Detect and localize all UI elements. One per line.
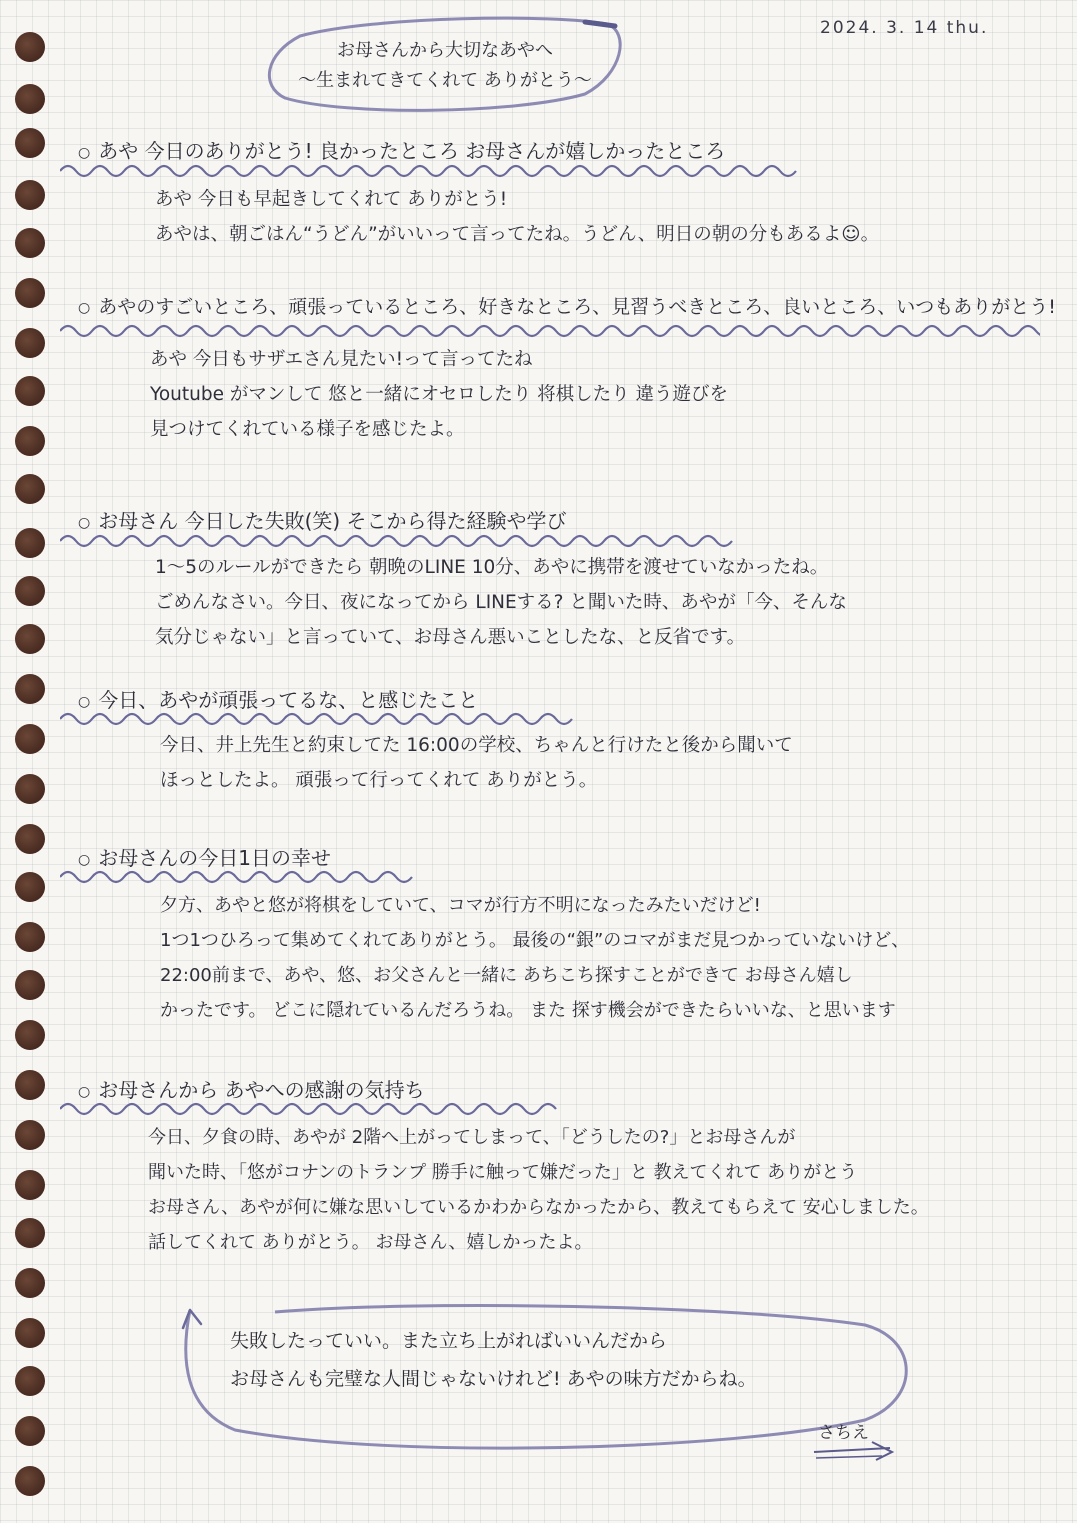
- bullet-dot: ○: [78, 299, 91, 316]
- closing-line-1: 失敗したっていい。また立ち上がればいいんだから: [230, 1330, 668, 1352]
- binder-hole: [15, 674, 45, 704]
- body-line: ほっとしたよ。 頑張って行ってくれて ありがとう。: [160, 770, 598, 791]
- section-heading-text: あや 今日のありがとう! 良かったところ お母さんが嬉しかったところ: [98, 139, 726, 163]
- body-line: Youtube がマンして 悠と一緒にオセロしたり 将棋したり 違う遊びを: [150, 384, 728, 405]
- binder-hole: [15, 1318, 45, 1348]
- body-line: 見つけてくれている様子を感じたよ。: [150, 419, 465, 440]
- closing-message: [230, 1322, 757, 1398]
- binder-hole: [15, 128, 45, 158]
- section-heading-text: お母さんの今日1日の幸せ: [98, 846, 331, 870]
- binder-hole: [15, 1218, 45, 1248]
- binder-hole: [15, 774, 45, 804]
- wavy-underline: [60, 318, 1040, 344]
- binder-hole: [15, 624, 45, 654]
- body-line: かったです。 どこに隠れているんだろうね。 また 探す機会ができたらいいな、と思います: [160, 1000, 896, 1021]
- body-line: 22:00前まで、あや、悠、お父さんと一緒に あちこち探すことができて お母さん嬉し: [160, 965, 853, 986]
- binder-hole: [15, 474, 45, 504]
- binder-hole: [15, 1120, 45, 1150]
- section-body: [155, 182, 879, 252]
- title-line-2: 〜生まれてきてくれて ありがとう〜: [298, 70, 592, 91]
- body-line: 聞いた時、「悠がコナンのトランプ 勝手に触って嫌だった」と 教えてくれて ありがとう: [148, 1162, 858, 1183]
- section-heading-text: お母さん 今日した失敗(笑) そこから得た経験や学び: [98, 509, 567, 533]
- title-oval: [255, 14, 625, 114]
- title-line-1: お母さんから大切なあやへ: [337, 40, 553, 61]
- body-line: 夕方、あやと悠が将棋をしていて、コマが行方不明になったみたいだけど!: [160, 895, 761, 916]
- note-date: 2024. 3. 14 thu.: [820, 18, 989, 38]
- body-line: 話してくれて ありがとう。 お母さん、嬉しかったよ。: [148, 1232, 593, 1253]
- section-heading: [78, 292, 1056, 319]
- binder-hole: [15, 1170, 45, 1200]
- body-line: あや 今日も早起きしてくれて ありがとう!: [155, 189, 508, 210]
- binder-hole: [15, 1020, 45, 1050]
- binder-hole: [15, 872, 45, 902]
- closing-oval: [175, 1300, 920, 1460]
- binder-holes: [15, 30, 51, 1510]
- binder-hole: [15, 970, 45, 1000]
- body-line: 1つ1つひろって集めてくれてありがとう。 最後の“銀”のコマがまだ見つかっていないけど、: [160, 930, 910, 951]
- binder-hole: [15, 1366, 45, 1396]
- binder-hole: [15, 528, 45, 558]
- body-line: あやは、朝ごはん“うどん”がいいって言ってたね。うどん、明日の朝の分もあるよ☺。: [155, 224, 880, 245]
- binder-hole: [15, 180, 45, 210]
- body-line: あや 今日もサザエさん見たい!って言ってたね: [150, 349, 533, 370]
- section-body: [150, 342, 728, 447]
- section-heading-text: お母さんから あやへの感謝の気持ち: [98, 1078, 425, 1102]
- binder-hole: [15, 328, 45, 358]
- signature-underline: [812, 1440, 902, 1464]
- bullet-dot: ○: [78, 144, 91, 161]
- binder-hole: [15, 228, 45, 258]
- binder-hole: [15, 922, 45, 952]
- binder-hole: [15, 724, 45, 754]
- bullet-dot: ○: [78, 514, 91, 531]
- binder-hole: [15, 376, 45, 406]
- binder-hole: [15, 84, 45, 114]
- signature: さちえ: [818, 1423, 869, 1443]
- binder-hole: [15, 1070, 45, 1100]
- bullet-dot: ○: [78, 851, 91, 868]
- wavy-underline: [60, 1096, 560, 1122]
- section-heading-text: あやのすごいところ、頑張っているところ、好きなところ、見習うべきところ、良いところ、いつもありがとう!: [98, 296, 1056, 318]
- section-body: [155, 550, 847, 655]
- body-line: 今日、井上先生と約束してた 16:00の学校、ちゃんと行けたと後から聞いて: [160, 735, 793, 756]
- section-body: [160, 728, 793, 798]
- binder-hole: [15, 824, 45, 854]
- wavy-underline: [60, 158, 800, 184]
- binder-hole: [15, 1416, 45, 1446]
- page-title: [285, 36, 605, 96]
- wavy-underline: [60, 864, 420, 890]
- bullet-dot: ○: [78, 693, 91, 710]
- binder-hole: [15, 576, 45, 606]
- body-line: 今日、夕食の時、あやが 2階へ上がってしまって、「どうしたの?」とお母さんが: [148, 1127, 796, 1148]
- section-body: [148, 1120, 929, 1260]
- body-line: お母さん、あやが何に嫌な思いしているかわからなかったから、教えてもらえて 安心しました。: [148, 1197, 929, 1218]
- binder-hole: [15, 278, 45, 308]
- binder-hole: [15, 1268, 45, 1298]
- bullet-dot: ○: [78, 1083, 91, 1100]
- body-line: 気分じゃない」と言っていて、お母さん悪いことしたな、と反省です。: [155, 627, 746, 648]
- body-line: ごめんなさい。今日、夜になってから LINEする? と聞いた時、あやが「今、そんな: [155, 592, 847, 613]
- body-line: 1〜5のルールができたら 朝晩のLINE 10分、あやに携帯を渡せていなかったね。: [155, 557, 829, 578]
- section-body: [160, 888, 909, 1028]
- section-heading-text: 今日、あやが頑張ってるな、と感じたこと: [98, 688, 479, 712]
- binder-hole: [15, 1466, 45, 1496]
- binder-hole: [15, 426, 45, 456]
- binder-hole: [15, 32, 45, 62]
- closing-line-2: お母さんも完璧な人間じゃないけれど! あやの味方だからね。: [230, 1368, 757, 1390]
